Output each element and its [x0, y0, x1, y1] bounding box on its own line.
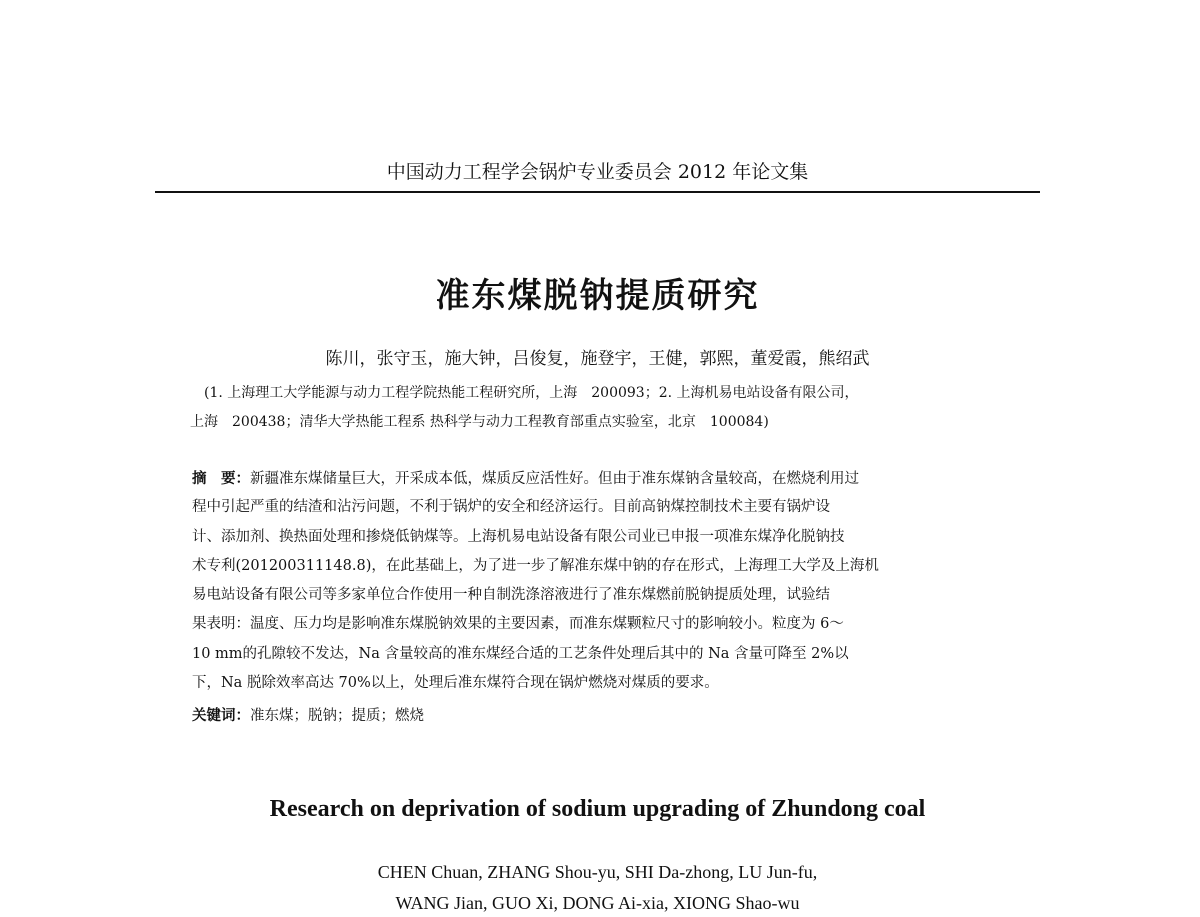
header-rule: [155, 191, 1040, 193]
authors-en-line: CHEN Chuan, ZHANG Shou-yu, SHI Da-zhong, LU Jun-fu,: [377, 862, 818, 882]
affiliation: [190, 379, 1010, 437]
abstract-line: 程中引起严重的结渣和沾污问题，不利于锅炉的安全和经济运行。目前高钠煤控制技术主要有锅炉设: [192, 499, 830, 516]
paper-title-en: Research on deprivation of sodium upgrading of Zhundong coal: [269, 796, 926, 822]
abstract-line: 10 mm的孔隙较不发达，Na 含量较高的准东煤经合适的工艺条件处理后其中的 Na 含量可降至 2%以: [192, 645, 849, 662]
paper-title-cn: 准东煤脱钠提质研究: [435, 276, 760, 316]
abstract-line: 易电站设备有限公司等多家单位合作使用一种自制洗涤溶液进行了准东煤燃前脱钠提质处理，试验结: [192, 587, 830, 604]
affiliation-line: 上海 200438；清华大学热能工程系 热科学与动力工程教育部重点实验室，北京 100084): [190, 414, 769, 430]
keywords-label: 关键词：: [192, 707, 250, 724]
abstract: [192, 464, 1012, 698]
abstract-line: [192, 464, 1012, 493]
affiliation-line: (1. 上海理工大学能源与动力工程学院热能工程研究所，上海 200093；2. 上海机易电站设备有限公司，: [204, 385, 859, 401]
abstract-line: 术专利(201200311148.8)，在此基础上，为了进一步了解准东煤中钠的存在形式，上海理工大学及上海机: [192, 557, 879, 574]
authors-cn: 陈川，张守玉，施大钟，吕俊复，施登宇，王健，郭熙，董爱霞，熊绍武: [325, 349, 870, 369]
abstract-text: 新疆准东煤储量巨大，开采成本低，煤质反应活性好。但由于准东煤钠含量较高，在燃烧利用过: [250, 471, 859, 487]
keywords: [192, 702, 1012, 730]
abstract-line: 果表明：温度、压力均是影响准东煤脱钠效果的主要因素，而准东煤颗粒尺寸的影响较小。粒度为 6～: [192, 616, 844, 633]
abstract-line: 计、添加剂、换热面处理和掺烧低钠煤等。上海机易电站设备有限公司业已申报一项准东煤净化脱钠技: [192, 528, 845, 545]
keywords-text: 准东煤；脱钠；提质；燃烧: [250, 708, 424, 724]
abstract-label: 摘 要：: [192, 470, 250, 487]
authors-en-line: WANG Jian, GUO Xi, DONG Ai-xia, XIONG Shao-wu: [395, 893, 800, 913]
running-header: 中国动力工程学会锅炉专业委员会 2012 年论文集: [386, 161, 809, 183]
abstract-line: 下，Na 脱除效率高达 70%以上，处理后准东煤符合现在锅炉燃烧对煤质的要求。: [192, 675, 719, 692]
